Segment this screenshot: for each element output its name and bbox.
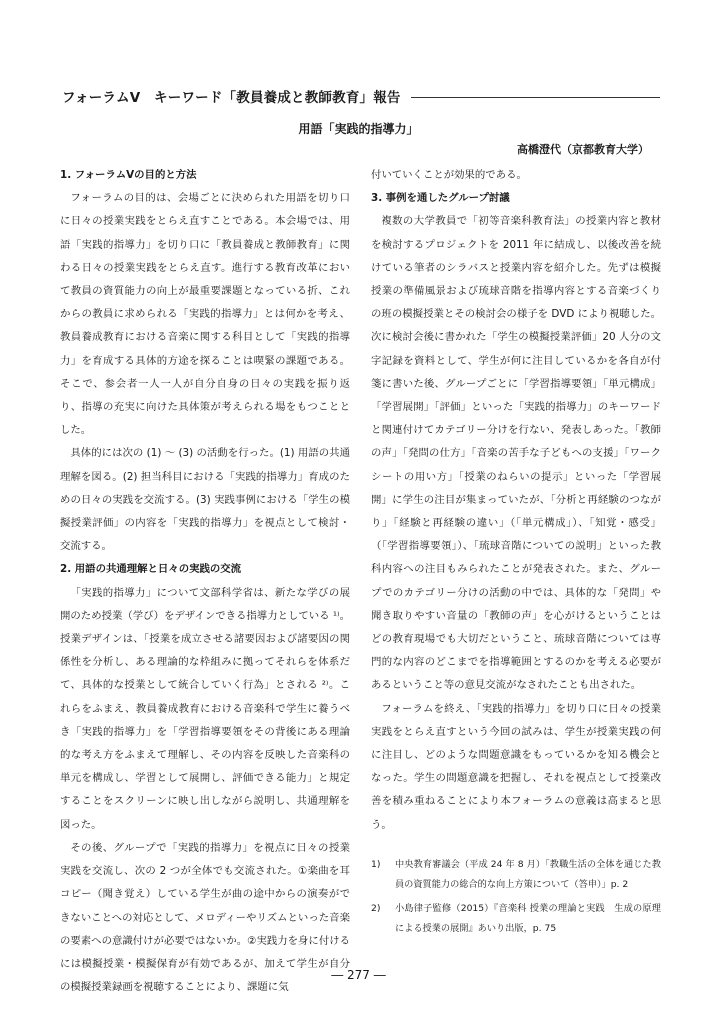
footnote-item — [371, 855, 661, 895]
header-rule — [411, 97, 660, 98]
footnote-item — [371, 899, 661, 939]
section-2-heading: 2. 用語の共通理解と日々の実践の交流 — [60, 563, 242, 576]
section-2-paragraph-1: 「実践的指導力」について文部科学省は、新たな学びの展開のため授業（学び）をデザインできる指導力としている ¹⁾。授業デザインは、「授業を成立させる諸要因および諸要因の関係性を分析し、ある理論的な枠組みに拠ってそれらを体系だて、具体的な授業として統合していく行為」とされる ²⁾。これらをふまえ、教員養成教育における音楽科で学生に養うべき「実践的指導力」を「学習指導要領をその背後にある理論的な考え方をふまえて理解し、その内容を反映した音楽科の単元を構成し、学習として展開し、評価できる能力」と規定することをスクリーンに映し出しながら説明し、共通理解を図った。 — [60, 586, 350, 831]
section-3-heading: 3. 事例を通したグループ討議 — [371, 192, 510, 205]
footnote-text: 小島律子監修（2015）『音楽科 授業の理論と実践 生成の原理による授業の展開』あいり出版，p. 75 — [395, 902, 661, 934]
right-column — [371, 164, 661, 943]
section-1-paragraph-2: 具体的には次の (1) ～ (3) の活動を行った。(1) 用語の共通理解を図る。(2) 担当科目における「実践的指導力」育成のための日々の実践を交流する。(3) 実践事例における「学生の模擬授業評価」の内容を「実践的指導力」を視点として検討・交流する。 — [60, 447, 350, 553]
section-1-paragraph-1: フォーラムの目的は、会場ごとに決められた用語を切り口に日々の授業実践をとらえ直すことである。本会場では、用語「実践的指導力」を切り口に「教員養成と教師教育」に関わる日々の授業実践をとらえ直す。進行する教育改革において教員の資質能力の向上が最重要課題となっている折、これからの教員に求められる「実践的指導力」とは何かを考え、教員養成教育における音楽に関する科目として「実践的指導力」を育成する具体的方途を探ることは喫緊の課題である。そこで、参会者一人一人が自分自身の日々の実践を振り返り、指導の充実に向けた具体策が考えられる場をもつこととした。 — [60, 192, 350, 437]
author-line: 高橋澄代（京都教育大学） — [517, 143, 649, 156]
section-2-continuation: 付いていくことが効果的である。 — [371, 169, 527, 181]
article-title: 用語「実践的指導力」 — [298, 122, 419, 136]
footnote-number: 2) — [371, 902, 381, 914]
left-column — [60, 164, 350, 999]
footnotes — [371, 855, 661, 939]
section-3-paragraph-1: 複数の大学教員で「初等音楽科教育法」の授業内容と教材を検討するプロジェクトを 2011 年に結成し、以後改善を続けている筆者のシラバスと授業内容を紹介した。先ずは模擬授業の準備風景および琉球音階を指導内容とする音楽づくりの班の模擬授業とその検討会の様子を DVD により視聴した。次に検討会後に書かれた「学生の模擬授業評価」20 人分の文字記録を資料として、学生が何に注目しているかを各自が付箋に書いた後、グループごとに「学習指導要領」「単元構成」「学習展開」「評価」といった「実践的指導力」のキーワードと関連付けてカテゴリー分けを行ない、発表しあった。「教師の声」「発問の仕方」「音楽の苦手な子どもへの支援」「ワークシートの用い方」「授業のねらいの提示」といった「学習展開」に学生の注目が集まっていたが、「分析と再経験のつながり」「経験と再経験の違い」（「単元構成」）、「知覚・感受」（「学習指導要領」）、「琉球音階についての説明」といった教科内容への注目もみられたことが発表された。また、グループでのカテゴリー分けの活動の中では、具体的な「発問」や聞き取りやすい音量の「教師の声」を心がけるということはどの教育現場でも大切だということ、琉球音階については専門的な内容のどこまでを指導範囲とするのかを考える必要があるということ等の意見交流がなされたことも出された。 — [371, 215, 661, 692]
section-3-paragraph-2: フォーラムを終え、「実践的指導力」を切り口に日々の授業実践をとらえ直すという今回の試みは、学生が授業実践の何に注目し、どのような問題意識をもっているかを知る機会となった。学生の問題意識を把握し、それを視点として授業改善を積み重ねることにより本フォーラムの意義は高まると思う。 — [371, 702, 661, 831]
footnote-text: 中央教育審議会（平成 24 年 8 月）「教職生活の全体を通じた教員の資質能力の総合的な向上方策について（答申）」p. 2 — [395, 858, 661, 890]
forum-header — [62, 86, 660, 106]
footnote-number: 1) — [371, 858, 381, 870]
forum-header-title: フォーラムⅤ キーワード「教員養成と教師教育」報告 — [62, 90, 401, 106]
section-1-heading: 1. フォーラムⅤの目的と方法 — [60, 169, 197, 181]
page-number: ― 277 ― — [331, 968, 386, 982]
section-2-paragraph-2: その後、グループで「実践的指導力」を視点に日々の授業実践を交流し、次の 2 つが全体でも交流された。①楽曲を耳コピー（聞き覚え）している学生が曲の途中からの演奏ができないことへの対応として、メロディーやリズムといった音楽の要素への意識付けが必要ではないか。②実践力を身に付けるには模擬授業・模擬保育が有効であるが、加えて学生が自分の模擬授業録画を視聴することにより、課題に気 — [60, 841, 350, 994]
